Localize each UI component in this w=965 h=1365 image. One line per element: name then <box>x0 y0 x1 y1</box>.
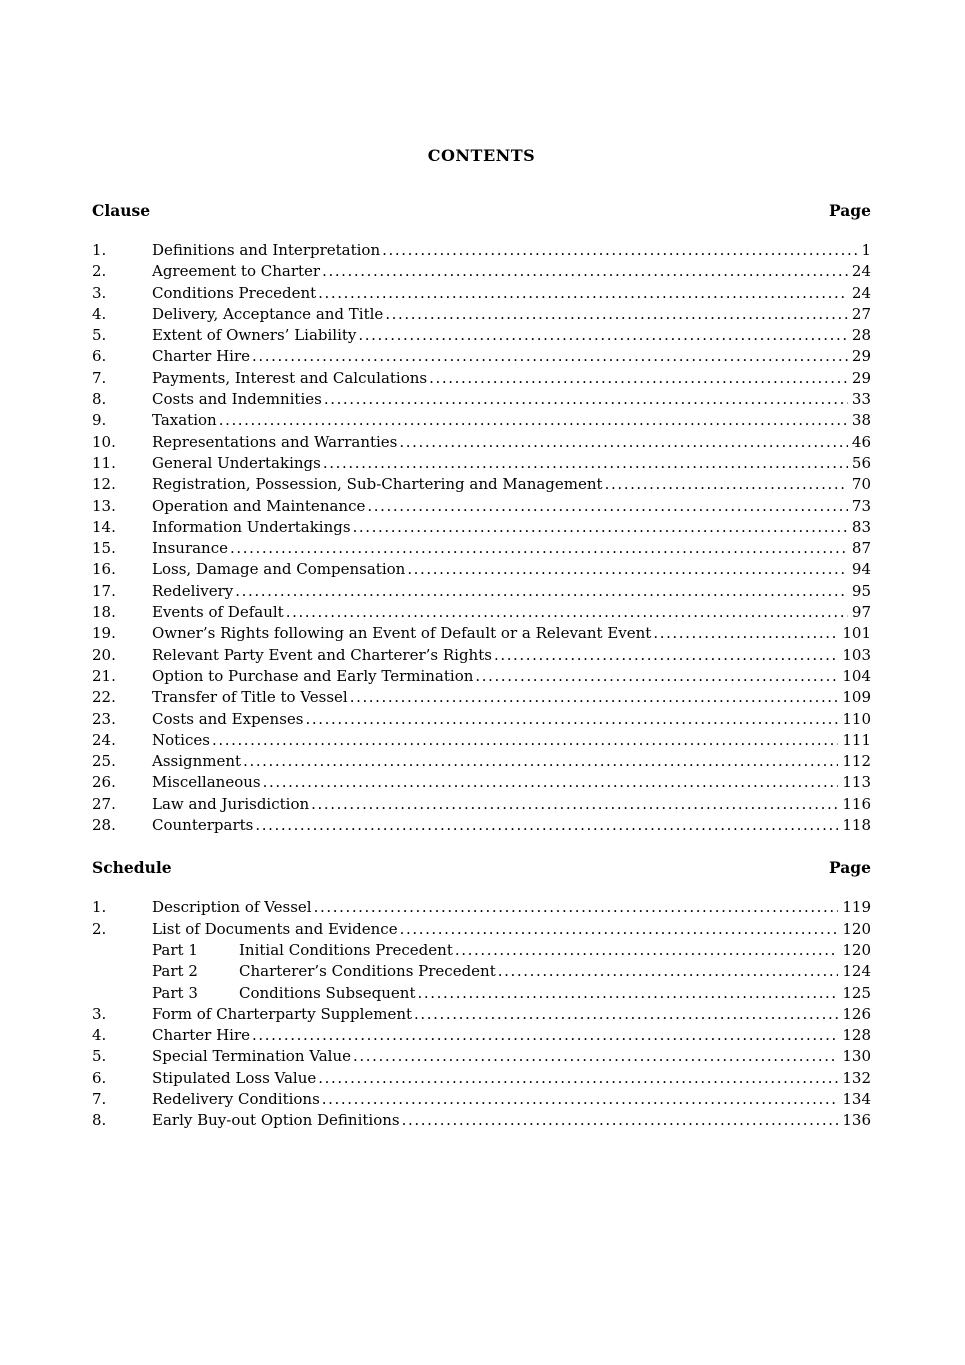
toc-entry <box>92 666 871 687</box>
dot-leader <box>252 1025 838 1046</box>
entry-number: 26. <box>92 773 116 792</box>
entry-title: Early Buy-out Option Definitions <box>152 1111 400 1130</box>
entry-number: 8. <box>92 1111 107 1130</box>
entry-number: 7. <box>92 368 107 387</box>
dot-leader <box>385 304 848 325</box>
entry-page-number: 116 <box>842 794 871 813</box>
entry-number: 9. <box>92 411 107 430</box>
toc-entry <box>92 897 871 918</box>
toc-entry <box>92 559 871 580</box>
entry-part-label: Part 1 <box>152 940 198 959</box>
toc-entry <box>92 794 871 815</box>
entry-number: 24. <box>92 730 116 749</box>
entry-title: Relevant Party Event and Charterer’s Rights <box>152 645 492 664</box>
entry-number: 1. <box>92 241 107 259</box>
dot-leader <box>212 730 838 751</box>
clause-column-label: Clause <box>92 201 151 220</box>
dot-leader <box>407 559 848 580</box>
entry-page-number: 110 <box>842 709 871 728</box>
toc-entry <box>92 432 871 453</box>
toc-entry <box>92 368 871 389</box>
toc-entry <box>92 410 871 431</box>
entry-number: 5. <box>92 326 107 345</box>
toc-entry <box>92 1004 871 1025</box>
dot-leader <box>306 709 839 730</box>
entry-number: 7. <box>92 1089 107 1108</box>
entry-number: 2. <box>92 262 107 281</box>
entry-title: Option to Purchase and Early Termination <box>152 666 474 685</box>
toc-subentry <box>92 983 871 1004</box>
dot-leader <box>230 538 848 559</box>
dot-leader <box>605 474 848 495</box>
toc-entry <box>92 346 871 367</box>
toc-subentry <box>92 961 871 982</box>
entry-title: Charterer’s Conditions Precedent <box>239 962 496 981</box>
entry-title: Transfer of Title to Vessel <box>152 688 348 707</box>
toc-entry <box>92 623 871 644</box>
entry-number: 3. <box>92 283 107 302</box>
toc-entry <box>92 496 871 517</box>
entry-number: 1. <box>92 898 107 917</box>
entry-number: 6. <box>92 347 107 366</box>
toc-entry <box>92 389 871 410</box>
entry-title: Redelivery Conditions <box>152 1089 320 1108</box>
toc-entry <box>92 1068 871 1089</box>
entry-title: Representations and Warranties <box>152 432 398 451</box>
schedule-columns-header <box>92 858 871 877</box>
entry-page-number: 95 <box>851 581 871 600</box>
entry-part-label: Part 2 <box>152 962 198 981</box>
entry-number: 17. <box>92 581 116 600</box>
entry-title: Payments, Interest and Calculations <box>152 368 428 387</box>
entry-number: 10. <box>92 432 116 451</box>
entry-title: Insurance <box>152 539 228 558</box>
entry-title: Law and Jurisdiction <box>152 794 310 813</box>
toc-entry <box>92 1110 871 1131</box>
toc-entry <box>92 240 871 261</box>
entry-title: Initial Conditions Precedent <box>239 940 453 959</box>
dot-leader <box>367 496 848 517</box>
dot-leader <box>323 453 848 474</box>
toc-entry <box>92 602 871 623</box>
dot-leader <box>252 346 848 367</box>
entry-title: Charter Hire <box>152 1026 251 1045</box>
dot-leader <box>350 687 839 708</box>
toc-entry <box>92 261 871 282</box>
dot-leader <box>243 751 838 772</box>
toc-entry <box>92 1089 871 1110</box>
toc-entry <box>92 538 871 559</box>
entry-page-number: 113 <box>842 773 871 792</box>
toc-entry <box>92 1025 871 1046</box>
toc-entry <box>92 325 871 346</box>
entry-number: 27. <box>92 794 116 813</box>
entry-page-number: 27 <box>851 304 871 323</box>
entry-number: 22. <box>92 688 116 707</box>
entry-title: General Undertakings <box>152 453 321 472</box>
entry-title: Form of Charterparty Supplement <box>152 1004 413 1023</box>
entry-title: Conditions Precedent <box>152 283 317 302</box>
entry-page-number: 33 <box>851 390 871 409</box>
entry-part-label: Part 3 <box>152 983 198 1002</box>
entry-page-number: 38 <box>851 411 871 430</box>
entry-page-number: 70 <box>851 475 871 494</box>
entry-title: Stipulated Loss Value <box>152 1068 317 1087</box>
entry-number: 12. <box>92 475 116 494</box>
toc-entry <box>92 581 871 602</box>
entry-page-number: 1 <box>861 241 871 259</box>
entry-title: Taxation <box>152 411 217 430</box>
entry-number: 8. <box>92 390 107 409</box>
entry-title: Loss, Damage and Compensation <box>152 560 406 579</box>
toc-subentry <box>92 940 871 961</box>
entry-title: Costs and Indemnities <box>152 390 322 409</box>
entry-number: 2. <box>92 919 107 938</box>
entry-page-number: 104 <box>842 666 871 685</box>
entry-number: 3. <box>92 1004 107 1023</box>
toc-entry <box>92 645 871 666</box>
entry-page-number: 103 <box>842 645 871 664</box>
dot-leader <box>414 1004 838 1025</box>
entry-number: 21. <box>92 666 116 685</box>
entry-number: 15. <box>92 539 116 558</box>
toc-entry <box>92 709 871 730</box>
dot-leader <box>318 1068 838 1089</box>
entry-title: List of Documents and Evidence <box>152 919 398 938</box>
entry-number: 20. <box>92 645 116 664</box>
entry-title: Information Undertakings <box>152 517 351 536</box>
entry-number: 13. <box>92 496 116 515</box>
entry-page-number: 136 <box>842 1111 871 1130</box>
entry-number: 19. <box>92 624 116 643</box>
entry-page-number: 132 <box>842 1068 871 1087</box>
entry-title: Redelivery <box>152 581 234 600</box>
toc-entry <box>92 304 871 325</box>
entry-page-number: 118 <box>842 816 871 835</box>
dot-leader <box>318 283 848 304</box>
entry-page-number: 24 <box>851 262 871 281</box>
toc-entry <box>92 283 871 304</box>
entry-page-number: 120 <box>842 919 871 938</box>
entry-page-number: 101 <box>842 624 871 643</box>
toc-entry <box>92 919 871 940</box>
toc-entry <box>92 453 871 474</box>
entry-title: Registration, Possession, Sub-Chartering and Management <box>152 475 603 494</box>
entry-title: Assignment <box>152 752 242 771</box>
toc-entry <box>92 1046 871 1067</box>
entry-title: Costs and Expenses <box>152 709 304 728</box>
entry-page-number: 112 <box>842 752 871 771</box>
clause-columns-header <box>92 201 871 220</box>
entry-page-number: 94 <box>851 560 871 579</box>
dot-leader <box>255 815 838 836</box>
dot-leader <box>429 368 848 389</box>
entry-page-number: 128 <box>842 1026 871 1045</box>
toc-entry <box>92 730 871 751</box>
dot-leader <box>235 581 848 602</box>
schedule-column-label: Schedule <box>92 858 172 878</box>
dot-leader <box>219 410 848 431</box>
dot-leader <box>263 772 839 793</box>
entry-title: Delivery, Acceptance and Title <box>152 304 384 323</box>
entry-title: Operation and Maintenance <box>152 496 366 515</box>
entry-page-number: 24 <box>851 283 871 302</box>
entry-title: Description of Vessel <box>152 898 312 917</box>
toc-entry <box>92 687 871 708</box>
dot-leader <box>322 261 848 282</box>
entry-page-number: 28 <box>851 326 871 345</box>
dot-leader <box>399 432 848 453</box>
dot-leader <box>314 897 839 918</box>
entry-number: 4. <box>92 304 107 323</box>
entry-page-number: 130 <box>842 1047 871 1066</box>
entry-title: Charter Hire <box>152 347 251 366</box>
dot-leader <box>322 1089 839 1110</box>
entry-number: 5. <box>92 1047 107 1066</box>
entry-page-number: 46 <box>851 432 871 451</box>
entry-page-number: 126 <box>842 1004 871 1023</box>
entry-page-number: 124 <box>842 962 871 981</box>
schedule-toc-list <box>92 897 871 1131</box>
toc-entry <box>92 517 871 538</box>
entry-title: Notices <box>152 730 210 749</box>
entry-title: Miscellaneous <box>152 773 261 792</box>
dot-leader <box>382 240 857 261</box>
entry-title: Agreement to Charter <box>152 262 321 281</box>
entry-number: 16. <box>92 560 116 579</box>
entry-number: 6. <box>92 1068 107 1087</box>
entry-number: 25. <box>92 752 116 771</box>
entry-number: 11. <box>92 453 116 472</box>
dot-leader <box>494 645 838 666</box>
toc-entry <box>92 815 871 836</box>
entry-title: Counterparts <box>152 816 254 835</box>
dot-leader <box>353 1046 838 1067</box>
entry-title: Extent of Owners’ Liability <box>152 326 357 345</box>
dot-leader <box>353 517 848 538</box>
entry-title: Owner’s Rights following an Event of Default or a Relevant Event <box>152 624 652 643</box>
entry-title: Events of Default <box>152 603 284 622</box>
dot-leader <box>418 983 839 1004</box>
entry-title: Conditions Subsequent <box>239 983 416 1002</box>
dot-leader <box>311 794 838 815</box>
entry-page-number: 119 <box>842 898 871 917</box>
dot-leader <box>498 961 839 982</box>
dot-leader <box>455 940 839 961</box>
dot-leader <box>402 1110 839 1131</box>
dot-leader <box>324 389 848 410</box>
entry-page-number: 134 <box>842 1089 871 1108</box>
entry-page-number: 125 <box>842 983 871 1002</box>
entry-number: 14. <box>92 517 116 536</box>
entry-page-number: 83 <box>851 517 871 536</box>
entry-number: 28. <box>92 816 116 835</box>
page-column-label: Page <box>829 858 871 878</box>
page-column-label: Page <box>829 201 871 220</box>
dot-leader <box>358 325 848 346</box>
entry-page-number: 87 <box>851 539 871 558</box>
entry-page-number: 29 <box>851 347 871 366</box>
entry-title: Definitions and Interpretation <box>152 241 381 259</box>
entry-page-number: 109 <box>842 688 871 707</box>
page-title: CONTENTS <box>427 146 536 165</box>
toc-entry <box>92 751 871 772</box>
entry-page-number: 120 <box>842 940 871 959</box>
clause-toc-list <box>92 240 871 836</box>
dot-leader <box>286 602 848 623</box>
entry-number: 4. <box>92 1026 107 1045</box>
entry-title: Special Termination Value <box>152 1047 351 1066</box>
toc-entry <box>92 474 871 495</box>
entry-page-number: 111 <box>842 730 871 749</box>
entry-page-number: 56 <box>851 453 871 472</box>
entry-number: 18. <box>92 603 116 622</box>
dot-leader <box>400 919 839 940</box>
dot-leader <box>653 623 838 644</box>
entry-page-number: 97 <box>851 603 871 622</box>
entry-page-number: 29 <box>851 368 871 387</box>
toc-entry <box>92 772 871 793</box>
entry-number: 23. <box>92 709 116 728</box>
dot-leader <box>475 666 838 687</box>
entry-page-number: 73 <box>851 496 871 515</box>
